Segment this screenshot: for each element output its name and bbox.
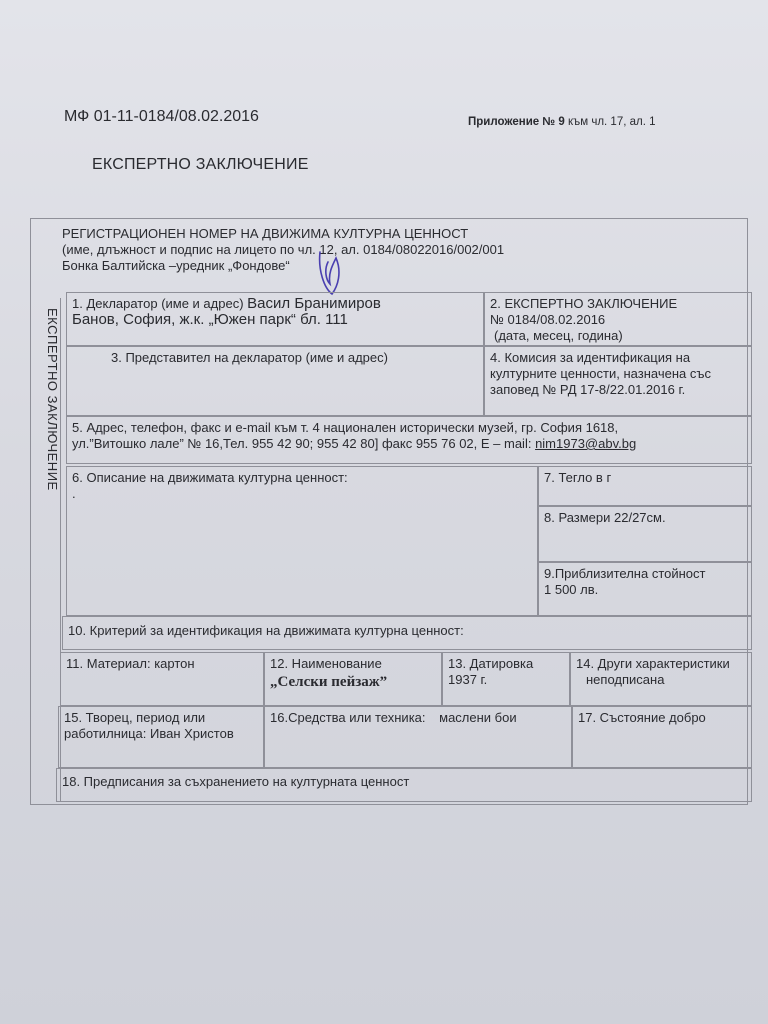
- field-contact-line2: ул.”Витошко лале” № 16,Тел. 955 42 90; 955 42 80] факс 955 76 02, Е – mail:: [72, 436, 536, 451]
- field-material: [60, 652, 264, 706]
- side-label-text: ЕКСПЕРТНО ЗАКЛЮЧЕНИЕ: [45, 308, 60, 491]
- field-expert-conclusion: [484, 292, 752, 346]
- field-expert-conclusion-hint: (дата, месец, година): [494, 328, 623, 343]
- field-expert-conclusion-label: 2. ЕКСПЕРТНО ЗАКЛЮЧЕНИЕ: [490, 296, 678, 311]
- field-declarant-name: Васил Бранимиров: [247, 295, 381, 312]
- field-other-characteristics-label: 14. Други характеристики: [576, 656, 730, 671]
- field-condition-label: 17. Състояние добро: [578, 710, 706, 725]
- registration-title: РЕГИСТРАЦИОНЕН НОМЕР НА ДВИЖИМА КУЛТУРНА ЦЕННОСТ: [62, 226, 469, 241]
- field-commission-line3: заповед № РД 17-8/22.01.2016 г.: [490, 382, 686, 397]
- field-dating-value: 1937 г.: [448, 672, 488, 687]
- annex-number: Приложение № 9: [468, 116, 565, 128]
- field-declarant-address: Банов, София, ж.к. „Южен парк“ бл. 111: [72, 311, 348, 328]
- field-dating: [442, 652, 570, 706]
- field-storage-instructions: [56, 768, 752, 802]
- field-criterion-label: 10. Критерий за идентификация на движимата културна ценност:: [68, 623, 464, 638]
- field-weight: [538, 466, 752, 506]
- field-creator-value: работилница: Иван Христов: [64, 726, 234, 741]
- document-number: МФ 01-11-0184/08.02.2016: [64, 108, 259, 125]
- field-condition: [572, 706, 752, 768]
- field-creator-label: 15. Творец, период или: [64, 710, 206, 725]
- registration-name: Бонка Балтийска –уредник „Фондове“: [62, 258, 290, 273]
- field-technique-value: маслени бои: [439, 710, 517, 725]
- field-value-label: 9.Приблизителна стойност: [544, 566, 706, 581]
- page-title: ЕКСПЕРТНО ЗАКЛЮЧЕНИЕ: [92, 156, 309, 173]
- field-technique-label: 16.Средства или техника:: [270, 710, 426, 725]
- field-title-value: „Селски пейзаж”: [270, 674, 388, 690]
- field-declarant-label: 1. Декларатор (име и адрес): [72, 296, 244, 311]
- field-title: [264, 652, 442, 706]
- field-value: [538, 562, 752, 616]
- field-dimensions-label: 8. Размери 22/27см.: [544, 510, 666, 525]
- contact-email-link[interactable]: nim1973@abv.bg: [535, 436, 637, 451]
- registration-block: [62, 226, 504, 274]
- field-commission-line2: културните ценности, назначена със: [490, 366, 711, 381]
- annex-reference: [468, 116, 656, 128]
- field-dimensions: [538, 506, 752, 562]
- field-contact: [66, 416, 752, 464]
- field-creator: [58, 706, 264, 768]
- field-declarant: [66, 292, 484, 346]
- field-technique: [264, 706, 572, 768]
- registration-signatory: (име, длъжност и подпис на лицето по чл. 12, ал. 0184/08022016/002/001: [62, 242, 505, 257]
- field-criterion: [62, 616, 752, 650]
- annex-article: към чл. 17, ал. 1: [568, 116, 656, 128]
- field-storage-instructions-label: 18. Предписания за съхранението на културната ценност: [62, 774, 410, 789]
- field-contact-line1: 5. Адрес, телефон, факс и e-mail към т. 4 национален исторически музей, гр. София 1618,: [72, 420, 619, 435]
- field-description-value: .: [72, 486, 76, 501]
- field-material-label: 11. Материал: картон: [66, 656, 195, 671]
- field-other-characteristics-value: неподписана: [586, 672, 665, 687]
- field-title-label: 12. Наименование: [270, 656, 382, 671]
- field-commission: [484, 346, 752, 416]
- field-representative: [66, 346, 484, 416]
- field-commission-line1: 4. Комисия за идентификация на: [490, 350, 691, 365]
- field-description-label: 6. Описание на движимата културна ценност:: [72, 470, 348, 485]
- field-representative-label: 3. Представител на декларатор (име и адрес): [111, 350, 388, 365]
- field-description: [66, 466, 538, 616]
- field-other-characteristics: [570, 652, 752, 706]
- field-value-amount: 1 500 лв.: [544, 582, 599, 597]
- field-dating-label: 13. Датировка: [448, 656, 534, 671]
- field-expert-conclusion-number: № 0184/08.02.2016: [490, 312, 606, 327]
- field-weight-label: 7. Тегло в г: [544, 470, 612, 485]
